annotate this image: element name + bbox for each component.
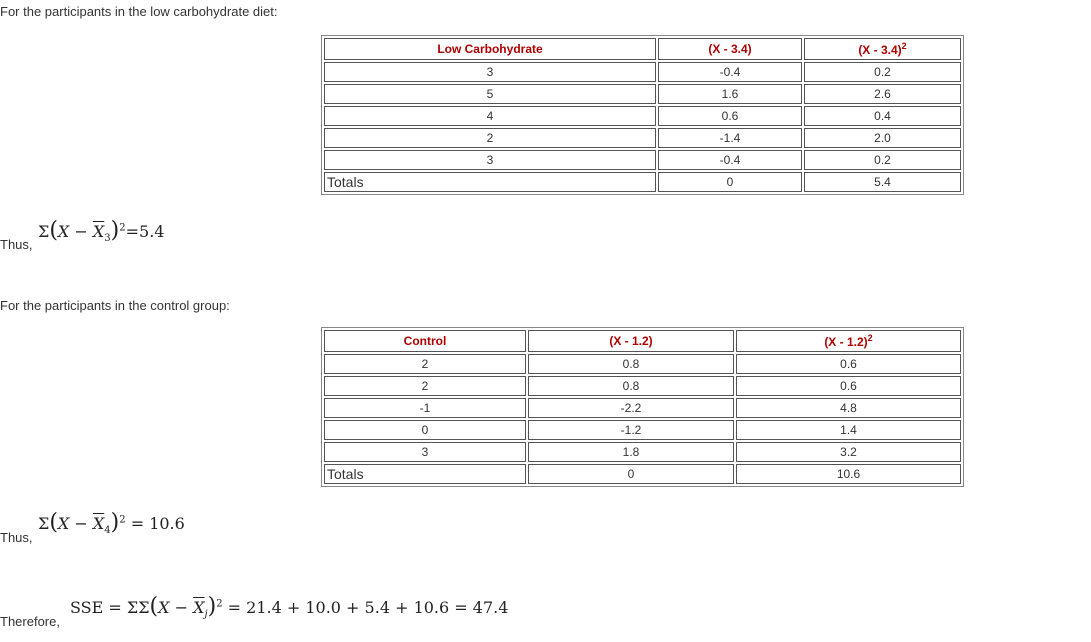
table-row: [324, 420, 961, 440]
cell-deviation: -2.2: [528, 398, 734, 418]
cell-value: 5: [324, 84, 656, 104]
intro-low-carb: For the participants in the low carbohydrate diet:: [0, 4, 278, 19]
totals-label: Totals: [324, 172, 656, 192]
equation-sum-squares-low-carb: $\Sigma(X - \overline{X}_3)^2=5.4$: [38, 218, 165, 245]
cell-value: 4: [324, 106, 656, 126]
cell-squared: 0.2: [804, 62, 961, 82]
cell-deviation: 1.6: [658, 84, 802, 104]
table-row: [324, 376, 961, 396]
cell-value: 2: [324, 354, 526, 374]
col-header-group: Low Carbohydrate: [324, 38, 656, 60]
col-header-deviation: (X - 1.2): [528, 330, 734, 352]
cell-value: 0: [324, 420, 526, 440]
cell-value: 2: [324, 376, 526, 396]
totals-label: Totals: [324, 464, 526, 484]
totals-deviation: 0: [528, 464, 734, 484]
cell-deviation: -0.4: [658, 150, 802, 170]
totals-deviation: 0: [658, 172, 802, 192]
col-header-squared: (X - 3.4)$^2$: [804, 38, 961, 60]
cell-value: 3: [324, 442, 526, 462]
cell-deviation: -1.2: [528, 420, 734, 440]
cell-value: 2: [324, 128, 656, 148]
thus-label: Thus,: [0, 530, 33, 545]
cell-squared: 1.4: [736, 420, 961, 440]
cell-squared: 2.6: [804, 84, 961, 104]
table-row: [324, 62, 961, 82]
table-header-row: [324, 38, 961, 60]
cell-deviation: 1.8: [528, 442, 734, 462]
col-header-group: Control: [324, 330, 526, 352]
equation-sum-squares-control: $\Sigma(X - \overline{X}_4)^2 = 10.6$: [38, 510, 185, 537]
cell-deviation: -0.4: [658, 62, 802, 82]
cell-squared: 3.2: [736, 442, 961, 462]
cell-squared: 2.0: [804, 128, 961, 148]
equation-sse: SSE = $\Sigma\Sigma(X - \overline{X}_j)^2 = 21.4 + 10.0 + 5.4 + 10.6 = 47.4$: [70, 594, 509, 621]
table-row: [324, 84, 961, 104]
cell-deviation: -1.4: [658, 128, 802, 148]
cell-squared: 0.4: [804, 106, 961, 126]
cell-value: 3: [324, 150, 656, 170]
col-header-deviation: (X - 3.4): [658, 38, 802, 60]
cell-deviation: 0.6: [658, 106, 802, 126]
totals-row: [324, 464, 961, 484]
cell-squared: 0.6: [736, 354, 961, 374]
cell-squared: 0.6: [736, 376, 961, 396]
cell-value: -1: [324, 398, 526, 418]
col-header-squared: (X - 1.2)$^2$: [736, 330, 961, 352]
cell-deviation: 0.8: [528, 376, 734, 396]
totals-row: [324, 172, 961, 192]
cell-squared: 4.8: [736, 398, 961, 418]
table-row: [324, 128, 961, 148]
table-row: [324, 106, 961, 126]
table-row: [324, 442, 961, 462]
cell-squared: 0.2: [804, 150, 961, 170]
cell-deviation: 0.8: [528, 354, 734, 374]
table-row: [324, 150, 961, 170]
control-table: [321, 327, 964, 487]
table-header-row: [324, 330, 961, 352]
therefore-label: Therefore,: [0, 614, 60, 629]
thus-label: Thus,: [0, 237, 33, 252]
intro-control: For the participants in the control group:: [0, 298, 230, 313]
table-row: [324, 398, 961, 418]
cell-value: 3: [324, 62, 656, 82]
totals-squared: 5.4: [804, 172, 961, 192]
table-row: [324, 354, 961, 374]
low-carb-table: [321, 35, 964, 195]
totals-squared: 10.6: [736, 464, 961, 484]
